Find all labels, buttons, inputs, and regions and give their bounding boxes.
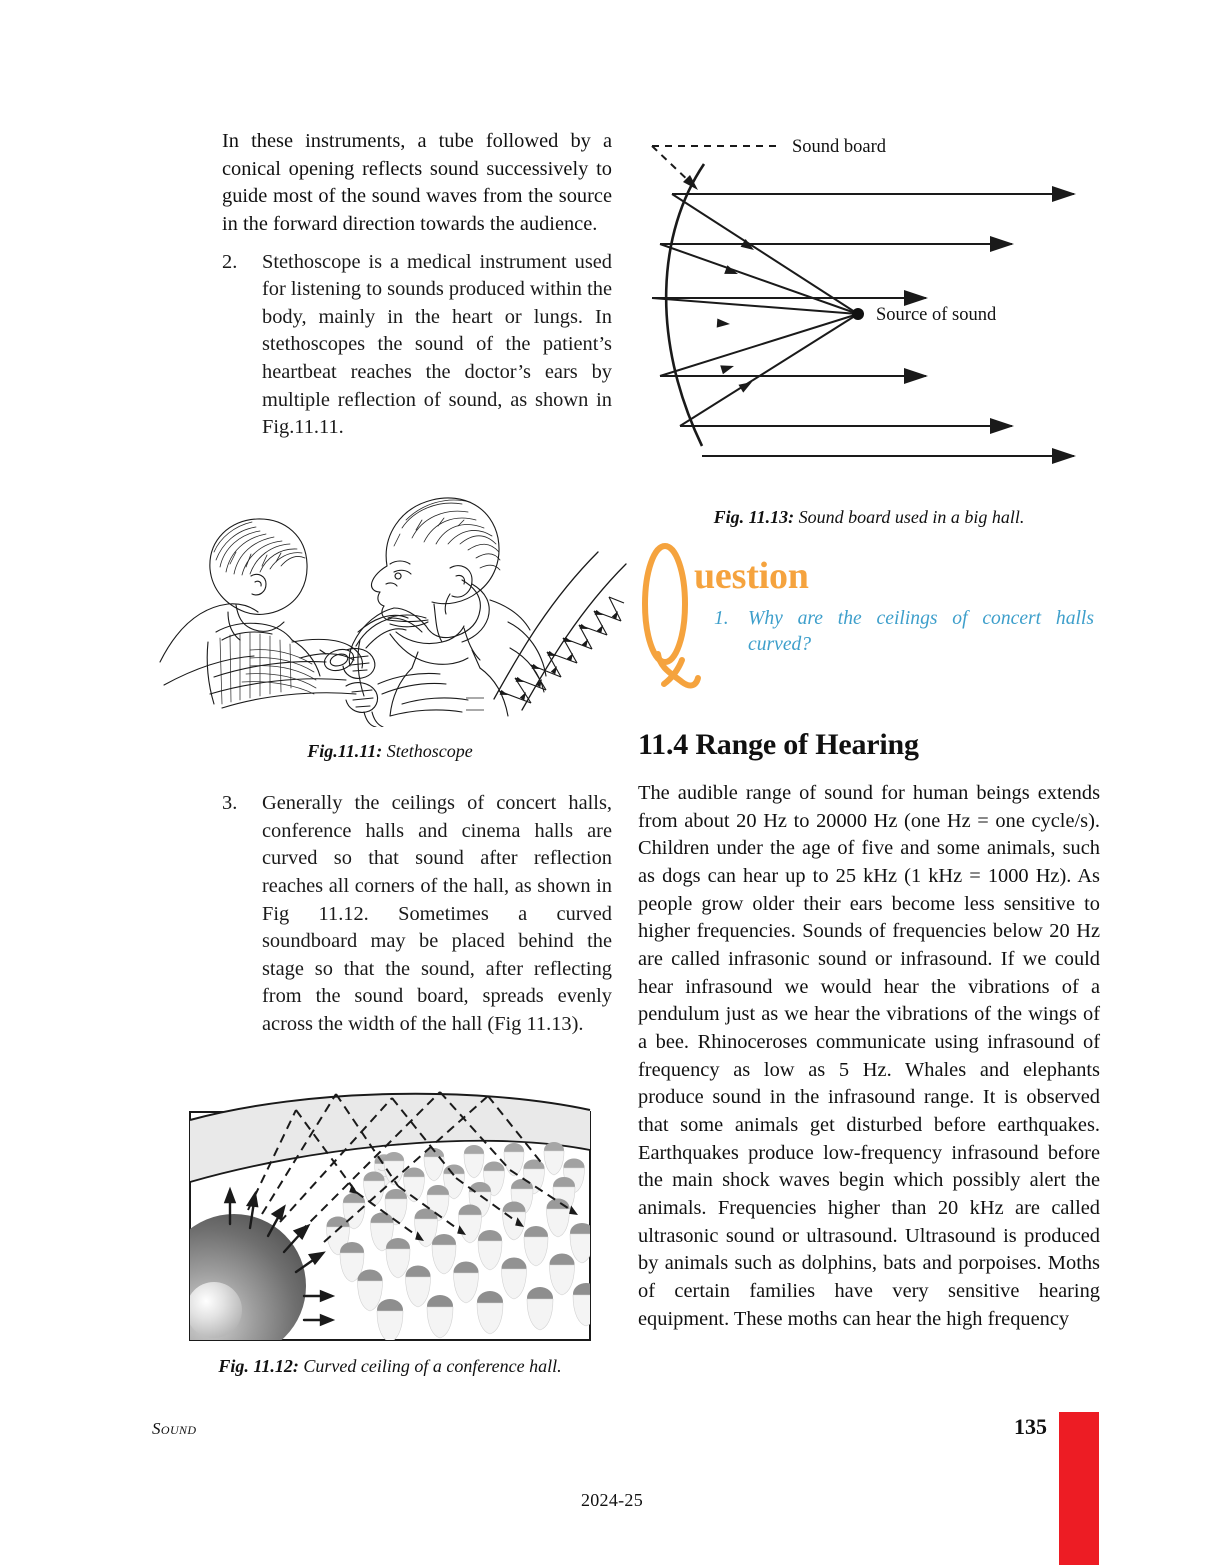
left-column-lower	[222, 790, 612, 1039]
range-of-hearing-paragraph: The audible range of sound for human beings extends from about 20 Hz to 20000 Hz (one Hz = one cycle/s). Children under the age of five and some animals, such as dogs can hear up to 25 kHz (1 kHz = 1000 Hz). As people grow older their ears become less sensitive to higher frequencies. Sounds of frequencies below 20 Hz are called infrasonic sound or infrasound. If we could hear infrasound we would hear the vibrations of a pendulum just as we hear the vibrations of the wings of a bee. Rhinoceroses communicate using infrasound of frequency as low as 5 Hz. Whales and elephants produce sound in the infrasound range. It is observed that some animals get disturbed before earthquakes. Earthquakes produce low-frequency infrasound before the main shock waves begin which possibly alert the animals. Frequencies higher than 20 kHz are called ultrasonic sound or ultrasound. Ultrasound is produced by animals such as dolphins, bats and porpoises. Moths of certain families have very sensitive hearing equipment. These moths can hear the high frequency	[638, 782, 1100, 1330]
conference-hall-illustration	[188, 1086, 592, 1344]
list-item-2	[222, 249, 612, 442]
source-of-sound-dot	[852, 308, 864, 320]
stethoscope-illustration	[150, 472, 628, 727]
question-heading-text: uestion	[694, 555, 809, 597]
question-item-1-number: 1.	[714, 608, 729, 629]
sound-board-diagram	[634, 126, 1104, 486]
sound-board-label: Sound board	[792, 137, 887, 157]
figure-11-12-caption-text: Curved ceiling of a conference hall.	[303, 1356, 562, 1376]
figure-11-11-caption	[160, 740, 620, 763]
left-column	[222, 128, 612, 442]
figure-11-13-caption-label: Fig. 11.13:	[713, 507, 795, 527]
incident-ray-arrowheads	[717, 239, 757, 393]
list-item-2-text: Stethoscope is a medical instrument used for listening to sounds produced within the body, mainly in the heart or lungs. In stethoscopes the sound of the patient’s heartbeat reaches the doctor’s ears by multiple reflection of sound, as shown in Fig.11.11.	[262, 250, 612, 439]
source-of-sound-label: Source of sound	[876, 305, 997, 325]
right-column-body	[638, 780, 1100, 1333]
question-list	[714, 606, 1094, 658]
question-box	[638, 548, 1100, 708]
figure-11-11-stethoscope	[150, 472, 628, 727]
question-item-1	[714, 606, 1094, 658]
figure-11-11-caption-label: Fig.11.11:	[307, 741, 383, 761]
list-item-3	[222, 790, 612, 1039]
footer-year-stamp: 2024-25	[580, 1490, 644, 1510]
list-item-2-number: 2.	[222, 250, 238, 273]
figure-11-12-caption	[150, 1355, 630, 1378]
continued-paragraph: In these instruments, a tube followed by a conical opening reflects sound successively to guide most of the sound waves from the source in the forward direction towards the audience.	[222, 130, 612, 235]
section-heading: 11.4 Range of Hearing	[638, 728, 919, 761]
sound-board-leader	[652, 146, 782, 190]
figure-11-12-caption-label: Fig. 11.12:	[218, 1356, 299, 1376]
figure-11-11-caption-text: Stethoscope	[386, 741, 473, 761]
list-item-3-text: Generally the ceilings of concert halls, conference halls and cinema halls are curved so that sound after reflection reaches all corners of the hall, as shown in Fig 11.12. Sometimes a curved soundboard may be placed behind the stage so that the sound, after reflecting from the sound board, spreads evenly across the width of the hall (Fig 11.13).	[262, 792, 612, 1036]
reflected-parallel-rays	[652, 194, 1074, 456]
figure-11-13-caption	[638, 506, 1100, 529]
sound-board-curve	[666, 164, 704, 446]
figure-11-12-conference-hall	[188, 1086, 592, 1344]
figure-11-13-caption-text: Sound board used in a big hall.	[798, 507, 1025, 527]
footer-page-number: 135	[1014, 1414, 1047, 1439]
footer-chapter-name: Sound	[152, 1419, 197, 1438]
footer-red-bar	[1059, 1412, 1099, 1565]
list-item-3-number: 3.	[222, 792, 238, 814]
question-item-1-text: Why are the ceilings of concert halls curved?	[748, 608, 1094, 656]
incident-rays	[652, 194, 858, 426]
figure-11-13-sound-board	[634, 126, 1104, 486]
